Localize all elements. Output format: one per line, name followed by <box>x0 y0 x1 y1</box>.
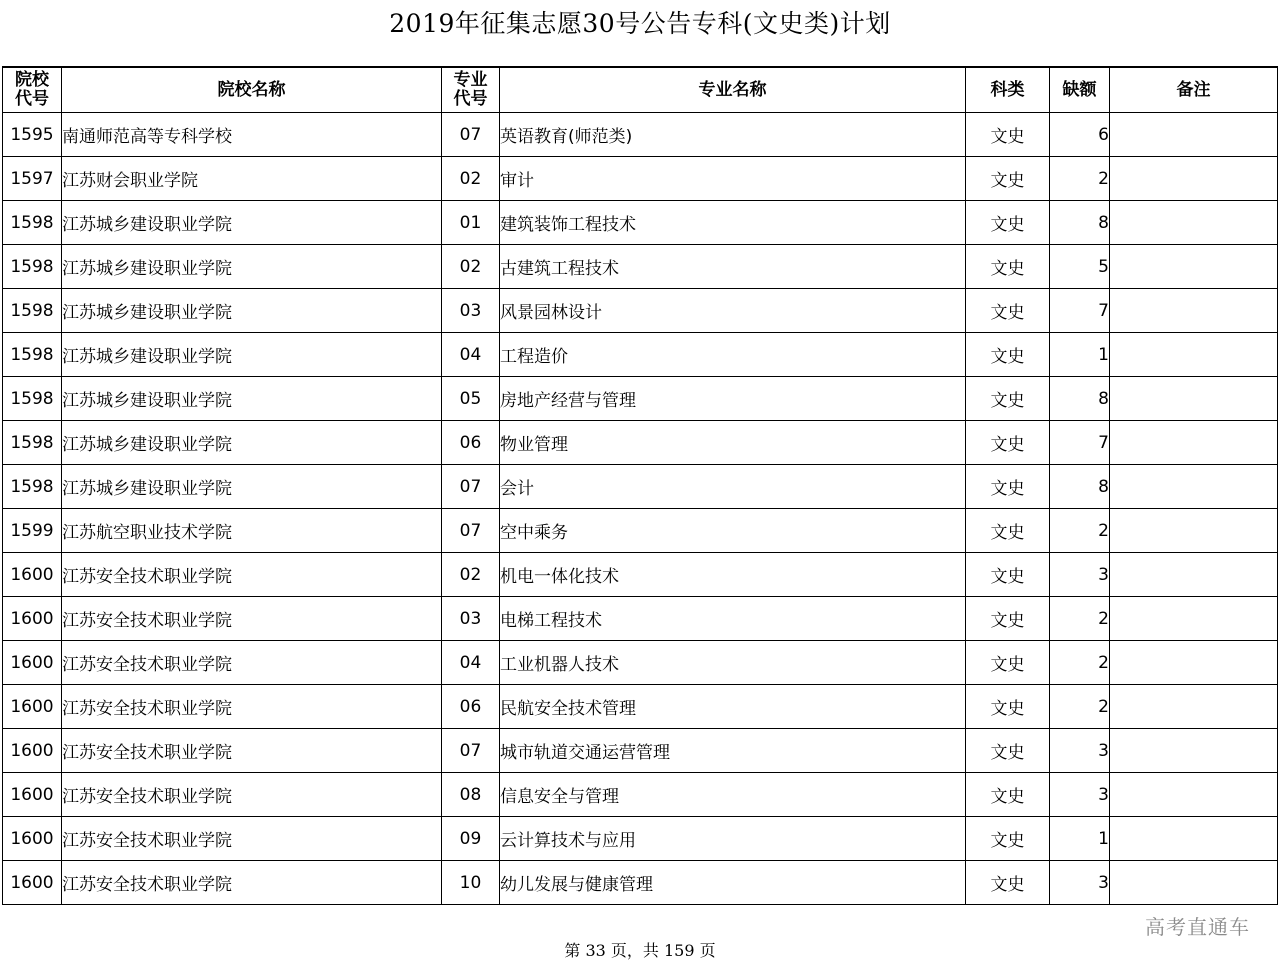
cell-category: 文史 <box>966 377 1050 421</box>
cell-major-name: 会计 <box>500 465 966 509</box>
cell-school-code: 1600 <box>3 685 62 729</box>
cell-quota: 3 <box>1050 773 1110 817</box>
cell-quota: 2 <box>1050 157 1110 201</box>
cell-major-name: 民航安全技术管理 <box>500 685 966 729</box>
cell-school-code: 1600 <box>3 729 62 773</box>
cell-school-name: 江苏安全技术职业学院 <box>62 729 442 773</box>
plan-table <box>2 66 1278 905</box>
cell-quota: 3 <box>1050 553 1110 597</box>
cell-school-name: 江苏城乡建设职业学院 <box>62 201 442 245</box>
cell-remarks <box>1110 641 1278 685</box>
cell-major-code: 07 <box>442 729 500 773</box>
header-remarks: 备注 <box>1110 67 1278 113</box>
cell-school-name: 江苏安全技术职业学院 <box>62 641 442 685</box>
cell-major-name: 工业机器人技术 <box>500 641 966 685</box>
cell-remarks <box>1110 685 1278 729</box>
cell-school-code: 1598 <box>3 465 62 509</box>
cell-major-name: 物业管理 <box>500 421 966 465</box>
cell-school-code: 1598 <box>3 289 62 333</box>
cell-category: 文史 <box>966 641 1050 685</box>
cell-major-name: 英语教育(师范类) <box>500 113 966 157</box>
cell-category: 文史 <box>966 597 1050 641</box>
watermark: 高考直通车 <box>1145 915 1250 939</box>
table-row <box>3 201 1278 245</box>
cell-major-code: 02 <box>442 553 500 597</box>
cell-quota: 7 <box>1050 289 1110 333</box>
cell-category: 文史 <box>966 509 1050 553</box>
cell-school-name: 江苏财会职业学院 <box>62 157 442 201</box>
cell-remarks <box>1110 289 1278 333</box>
cell-remarks <box>1110 377 1278 421</box>
cell-quota: 5 <box>1050 245 1110 289</box>
cell-remarks <box>1110 553 1278 597</box>
cell-major-code: 05 <box>442 377 500 421</box>
cell-school-name: 江苏城乡建设职业学院 <box>62 245 442 289</box>
cell-school-name: 江苏城乡建设职业学院 <box>62 333 442 377</box>
cell-school-name: 江苏安全技术职业学院 <box>62 685 442 729</box>
cell-school-code: 1597 <box>3 157 62 201</box>
cell-major-name: 古建筑工程技术 <box>500 245 966 289</box>
cell-school-name: 江苏航空职业技术学院 <box>62 509 442 553</box>
table-row <box>3 861 1278 905</box>
cell-quota: 2 <box>1050 597 1110 641</box>
cell-category: 文史 <box>966 113 1050 157</box>
cell-major-name: 审计 <box>500 157 966 201</box>
cell-category: 文史 <box>966 245 1050 289</box>
cell-remarks <box>1110 465 1278 509</box>
cell-major-code: 01 <box>442 201 500 245</box>
cell-category: 文史 <box>966 553 1050 597</box>
cell-major-code: 06 <box>442 421 500 465</box>
table-row <box>3 685 1278 729</box>
cell-category: 文史 <box>966 773 1050 817</box>
cell-major-code: 04 <box>442 641 500 685</box>
cell-category: 文史 <box>966 685 1050 729</box>
cell-major-code: 03 <box>442 289 500 333</box>
header-school-code: 院校 代号 <box>3 67 62 113</box>
cell-school-code: 1600 <box>3 817 62 861</box>
cell-major-name: 电梯工程技术 <box>500 597 966 641</box>
cell-major-name: 云计算技术与应用 <box>500 817 966 861</box>
cell-remarks <box>1110 597 1278 641</box>
cell-school-name: 江苏安全技术职业学院 <box>62 597 442 641</box>
cell-quota: 8 <box>1050 377 1110 421</box>
cell-category: 文史 <box>966 333 1050 377</box>
table-row <box>3 729 1278 773</box>
cell-school-code: 1599 <box>3 509 62 553</box>
cell-category: 文史 <box>966 421 1050 465</box>
table-row <box>3 157 1278 201</box>
cell-school-name: 江苏安全技术职业学院 <box>62 861 442 905</box>
table-row <box>3 509 1278 553</box>
table-row <box>3 553 1278 597</box>
cell-major-code: 07 <box>442 465 500 509</box>
cell-school-code: 1600 <box>3 861 62 905</box>
cell-category: 文史 <box>966 817 1050 861</box>
cell-school-code: 1598 <box>3 421 62 465</box>
cell-school-code: 1598 <box>3 245 62 289</box>
cell-quota: 2 <box>1050 685 1110 729</box>
cell-school-name: 江苏城乡建设职业学院 <box>62 289 442 333</box>
cell-school-name: 南通师范高等专科学校 <box>62 113 442 157</box>
table-row <box>3 289 1278 333</box>
cell-school-code: 1600 <box>3 597 62 641</box>
cell-major-code: 07 <box>442 509 500 553</box>
cell-school-code: 1598 <box>3 377 62 421</box>
cell-quota: 7 <box>1050 421 1110 465</box>
cell-category: 文史 <box>966 201 1050 245</box>
cell-major-code: 07 <box>442 113 500 157</box>
cell-quota: 2 <box>1050 509 1110 553</box>
cell-school-name: 江苏安全技术职业学院 <box>62 817 442 861</box>
cell-school-name: 江苏城乡建设职业学院 <box>62 465 442 509</box>
cell-major-code: 03 <box>442 597 500 641</box>
cell-remarks <box>1110 113 1278 157</box>
cell-school-name: 江苏安全技术职业学院 <box>62 773 442 817</box>
cell-major-name: 机电一体化技术 <box>500 553 966 597</box>
cell-remarks <box>1110 729 1278 773</box>
cell-school-name: 江苏城乡建设职业学院 <box>62 377 442 421</box>
cell-quota: 3 <box>1050 861 1110 905</box>
table-row <box>3 465 1278 509</box>
cell-major-name: 房地产经营与管理 <box>500 377 966 421</box>
cell-major-code: 02 <box>442 157 500 201</box>
cell-remarks <box>1110 201 1278 245</box>
cell-major-name: 城市轨道交通运营管理 <box>500 729 966 773</box>
cell-category: 文史 <box>966 465 1050 509</box>
cell-major-name: 工程造价 <box>500 333 966 377</box>
cell-quota: 1 <box>1050 817 1110 861</box>
table-row <box>3 817 1278 861</box>
cell-school-code: 1595 <box>3 113 62 157</box>
header-major-name: 专业名称 <box>500 67 966 113</box>
page-title: 2019年征集志愿30号公告专科(文史类)计划 <box>389 9 891 38</box>
table-row <box>3 113 1278 157</box>
cell-remarks <box>1110 817 1278 861</box>
header-major-code: 专业 代号 <box>442 67 500 113</box>
cell-remarks <box>1110 421 1278 465</box>
header-school-name: 院校名称 <box>62 67 442 113</box>
cell-major-name: 信息安全与管理 <box>500 773 966 817</box>
cell-school-code: 1600 <box>3 553 62 597</box>
header-category: 科类 <box>966 67 1050 113</box>
cell-school-code: 1598 <box>3 201 62 245</box>
cell-quota: 1 <box>1050 333 1110 377</box>
cell-major-code: 04 <box>442 333 500 377</box>
cell-quota: 8 <box>1050 201 1110 245</box>
cell-category: 文史 <box>966 729 1050 773</box>
cell-remarks <box>1110 509 1278 553</box>
cell-major-code: 08 <box>442 773 500 817</box>
table-row <box>3 597 1278 641</box>
cell-category: 文史 <box>966 289 1050 333</box>
cell-category: 文史 <box>966 157 1050 201</box>
cell-major-name: 风景园林设计 <box>500 289 966 333</box>
cell-quota: 3 <box>1050 729 1110 773</box>
cell-school-code: 1598 <box>3 333 62 377</box>
cell-major-name: 空中乘务 <box>500 509 966 553</box>
page-number: 第 33 页，共 159 页 <box>564 941 716 960</box>
cell-major-code: 06 <box>442 685 500 729</box>
table-row <box>3 773 1278 817</box>
cell-major-code: 02 <box>442 245 500 289</box>
cell-quota: 8 <box>1050 465 1110 509</box>
cell-major-code: 10 <box>442 861 500 905</box>
cell-school-name: 江苏安全技术职业学院 <box>62 553 442 597</box>
cell-major-name: 幼儿发展与健康管理 <box>500 861 966 905</box>
table-header-row <box>3 67 1278 113</box>
cell-remarks <box>1110 861 1278 905</box>
cell-school-code: 1600 <box>3 641 62 685</box>
header-quota: 缺额 <box>1050 67 1110 113</box>
cell-category: 文史 <box>966 861 1050 905</box>
cell-remarks <box>1110 157 1278 201</box>
cell-quota: 2 <box>1050 641 1110 685</box>
table-row <box>3 421 1278 465</box>
cell-quota: 6 <box>1050 113 1110 157</box>
cell-major-name: 建筑装饰工程技术 <box>500 201 966 245</box>
cell-remarks <box>1110 773 1278 817</box>
cell-school-name: 江苏城乡建设职业学院 <box>62 421 442 465</box>
cell-school-code: 1600 <box>3 773 62 817</box>
cell-major-code: 09 <box>442 817 500 861</box>
table-row <box>3 377 1278 421</box>
cell-remarks <box>1110 245 1278 289</box>
table-row <box>3 245 1278 289</box>
cell-remarks <box>1110 333 1278 377</box>
table-row <box>3 641 1278 685</box>
table-row <box>3 333 1278 377</box>
